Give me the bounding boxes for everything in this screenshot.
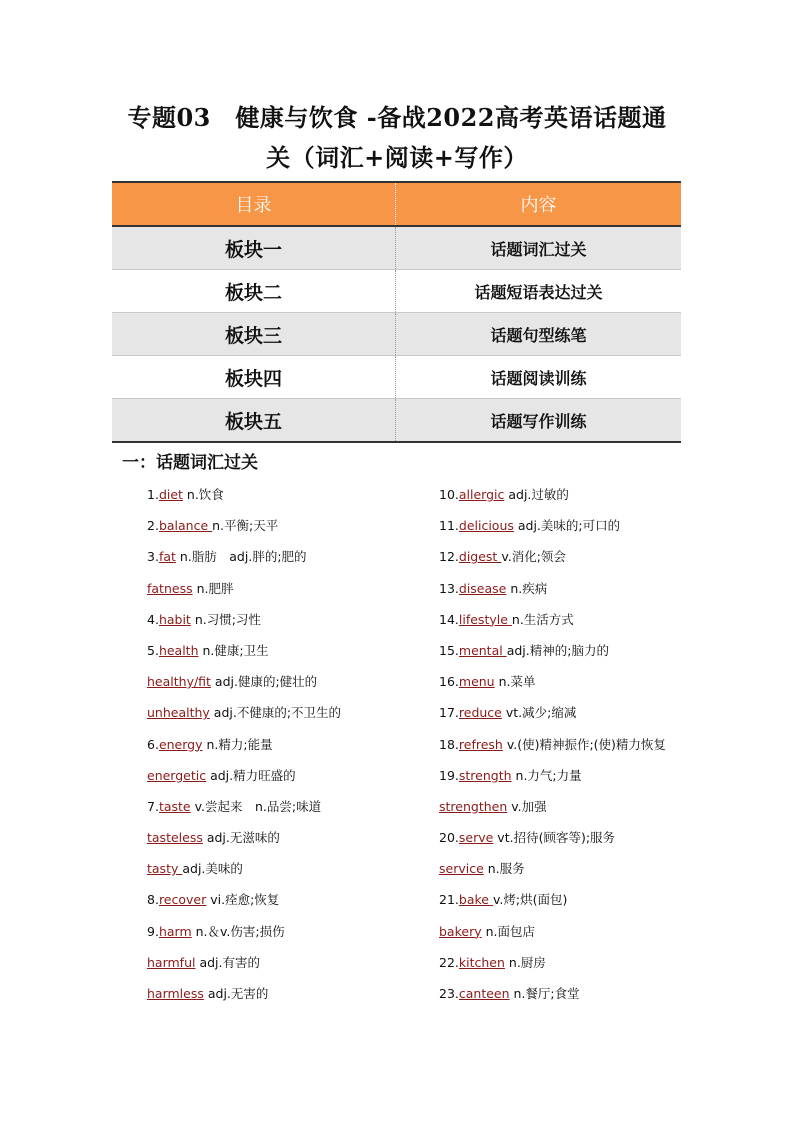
header-content: 内容 <box>396 182 682 226</box>
vocab-entry <box>147 483 341 514</box>
vocab-word: harm <box>158 923 192 939</box>
vocab-number: 13. <box>439 580 459 596</box>
vocab-definition: n.生活方式 <box>511 611 574 627</box>
vocab-number: 8. <box>147 892 159 908</box>
vocab-word: service <box>439 861 484 877</box>
vocab-entry <box>439 545 666 576</box>
vocab-word: balance <box>158 518 213 534</box>
vocab-definition: adj.美味的 <box>182 861 243 877</box>
vocab-definition: adj.无害的 <box>203 986 269 1001</box>
vocab-entry <box>147 951 341 982</box>
vocab-definition: n.健康;卫生 <box>198 642 269 658</box>
vocab-word: taste <box>158 798 191 814</box>
block-name: 板块四 <box>112 356 396 399</box>
vocab-number: 9. <box>147 923 159 939</box>
vocab-entry <box>147 639 341 670</box>
vocab-number: 20. <box>439 830 459 846</box>
vocab-word: menu <box>458 674 495 690</box>
contents-table <box>112 181 681 443</box>
vocab-definition: adj.健康的;健壮的 <box>210 674 318 690</box>
vocab-word: delicious <box>458 518 514 534</box>
vocab-definition: n.饮食 <box>182 487 224 502</box>
vocab-number: 18. <box>439 736 459 752</box>
vocab-definition: n.面包店 <box>481 923 535 939</box>
vocab-entry <box>147 670 341 701</box>
vocab-number: 5. <box>147 642 159 658</box>
vocab-word: lifestyle <box>458 611 512 627</box>
vocab-word: serve <box>458 830 494 846</box>
vocab-number: 16. <box>439 674 459 690</box>
vocab-entry <box>439 826 666 857</box>
vocab-number: 1. <box>147 487 159 502</box>
contents-row <box>112 399 681 443</box>
vocab-word: habit <box>158 611 191 627</box>
vocab-number: 10. <box>439 487 459 502</box>
title-line-2: 关（词汇+阅读+写作） <box>266 143 528 172</box>
block-content: 话题句型练笔 <box>396 313 682 356</box>
vocab-entry <box>439 888 666 919</box>
vocab-word: disease <box>458 580 507 596</box>
contents-row <box>112 226 681 270</box>
vocab-word: mental <box>458 642 507 658</box>
vocab-word: tasty <box>147 861 183 877</box>
vocab-number: 3. <box>147 549 159 565</box>
vocab-definition: n.精力;能量 <box>202 736 273 752</box>
block-name: 板块二 <box>112 270 396 313</box>
vocab-entry <box>439 483 666 514</box>
vocab-word: strength <box>458 767 512 783</box>
vocab-definition: adj.不健康的;不卫生的 <box>209 705 342 721</box>
vocab-definition: n.菜单 <box>494 674 536 690</box>
vocab-definition: v.加强 <box>507 798 547 814</box>
vocab-word: energetic <box>147 767 207 783</box>
vocab-entry <box>439 982 666 1013</box>
vocab-word: refresh <box>458 736 503 752</box>
vocab-word: fatness <box>147 580 193 596</box>
vocab-entry <box>439 857 666 888</box>
contents-row <box>112 356 681 399</box>
contents-header-row <box>112 182 681 226</box>
vocab-definition: adj.有害的 <box>195 954 260 970</box>
vocab-entry <box>147 733 341 764</box>
vocab-entry <box>147 577 341 608</box>
vocab-entry <box>439 701 666 732</box>
vocab-word: energy <box>158 736 203 752</box>
block-name: 板块一 <box>112 226 396 270</box>
vocab-definition: n.餐厅;食堂 <box>509 986 580 1001</box>
vocab-number: 4. <box>147 611 159 627</box>
vocab-entry <box>439 577 666 608</box>
header-catalog: 目录 <box>112 182 396 226</box>
vocab-word: bakery <box>439 923 482 939</box>
vocab-entry <box>147 795 341 826</box>
vocab-number: 14. <box>439 611 459 627</box>
vocab-number: 7. <box>147 798 159 814</box>
vocab-list-left <box>147 483 341 1013</box>
vocab-entry <box>147 888 341 919</box>
block-content: 话题阅读训练 <box>396 356 682 399</box>
vocab-definition: n.服务 <box>483 861 525 877</box>
vocab-definition: adj.无滋味的 <box>202 830 280 846</box>
vocab-entry <box>439 733 666 764</box>
vocab-number: 17. <box>439 705 459 721</box>
vocab-entry <box>439 514 666 545</box>
vocab-definition: n.脂肪 adj.胖的;肥的 <box>175 549 307 565</box>
vocab-definition: adj.美味的;可口的 <box>513 518 621 534</box>
section-heading: 一：话题词汇过关 <box>122 453 258 473</box>
vocab-word: harmless <box>147 986 204 1001</box>
vocab-definition: n.平衡;天平 <box>212 518 279 534</box>
vocab-word: kitchen <box>458 954 505 970</box>
vocab-word: healthy/fit <box>147 674 211 690</box>
vocab-word: reduce <box>458 705 502 721</box>
vocab-entry <box>147 545 341 576</box>
vocab-definition: v.烤;烘(面包) <box>492 892 568 908</box>
vocab-word: allergic <box>458 487 505 502</box>
vocab-definition: vt.减少;缩减 <box>501 705 577 721</box>
title-line-1: 专题03 健康与饮食 -备战2022高考英语话题通 <box>127 103 667 132</box>
vocab-definition: n.习惯;习性 <box>190 611 261 627</box>
vocab-entry <box>439 951 666 982</box>
vocab-definition: v.消化;领会 <box>501 549 566 565</box>
vocab-word: health <box>158 642 199 658</box>
page-title <box>0 98 794 178</box>
block-content: 话题短语表达过关 <box>396 270 682 313</box>
vocab-entry <box>439 608 666 639</box>
vocab-word: harmful <box>147 954 196 970</box>
vocab-entry <box>147 920 341 951</box>
vocab-definition: vi.痊愈;恢复 <box>206 892 280 908</box>
vocab-number: 19. <box>439 767 459 783</box>
vocab-number: 23. <box>439 986 459 1001</box>
block-name: 板块五 <box>112 399 396 443</box>
vocab-entry <box>439 764 666 795</box>
vocab-number: 15. <box>439 642 459 658</box>
vocab-entry <box>439 639 666 670</box>
vocab-definition: adj.精力旺盛的 <box>206 767 296 783</box>
vocab-definition: adj.精神的;脑力的 <box>506 642 609 658</box>
vocab-definition: v.尝起来 n.品尝;味道 <box>190 798 322 814</box>
vocab-definition: n.疾病 <box>506 580 548 596</box>
vocab-number: 12. <box>439 549 459 565</box>
vocab-number: 2. <box>147 518 159 534</box>
vocab-entry <box>147 764 341 795</box>
vocab-word: tasteless <box>147 830 203 846</box>
vocab-definition: adj.过敏的 <box>504 487 569 502</box>
vocab-number: 6. <box>147 736 159 752</box>
vocab-list-right <box>439 483 666 1013</box>
vocab-number: 11. <box>439 518 459 534</box>
vocab-definition: v.(使)精神振作;(使)精力恢复 <box>502 736 666 752</box>
contents-row <box>112 270 681 313</box>
vocab-word: strengthen <box>439 798 508 814</box>
block-content: 话题写作训练 <box>396 399 682 443</box>
block-content: 话题词汇过关 <box>396 226 682 270</box>
vocab-word: fat <box>158 549 176 565</box>
vocab-entry <box>439 670 666 701</box>
vocab-entry <box>147 826 341 857</box>
vocab-number: 21. <box>439 892 459 908</box>
vocab-entry <box>147 982 341 1013</box>
block-name: 板块三 <box>112 313 396 356</box>
vocab-entry <box>439 920 666 951</box>
vocab-entry <box>439 795 666 826</box>
vocab-word: bake <box>458 892 493 908</box>
vocab-definition: n.肥胖 <box>192 580 234 596</box>
vocab-word: canteen <box>458 986 510 1001</box>
vocab-word: digest <box>458 549 502 565</box>
vocab-word: recover <box>158 892 207 908</box>
vocab-word: diet <box>158 487 183 502</box>
vocab-definition: n.力气;力量 <box>511 767 582 783</box>
contents-row <box>112 313 681 356</box>
vocab-definition: n.＆v.伤害;损伤 <box>191 923 285 939</box>
vocab-entry <box>147 701 341 732</box>
vocab-entry <box>147 514 341 545</box>
vocab-entry <box>147 608 341 639</box>
vocab-number: 22. <box>439 954 459 970</box>
vocab-definition: vt.招待(顾客等);服务 <box>493 830 616 846</box>
vocab-word: unhealthy <box>147 705 210 721</box>
vocab-entry <box>147 857 341 888</box>
vocab-definition: n.厨房 <box>504 954 546 970</box>
